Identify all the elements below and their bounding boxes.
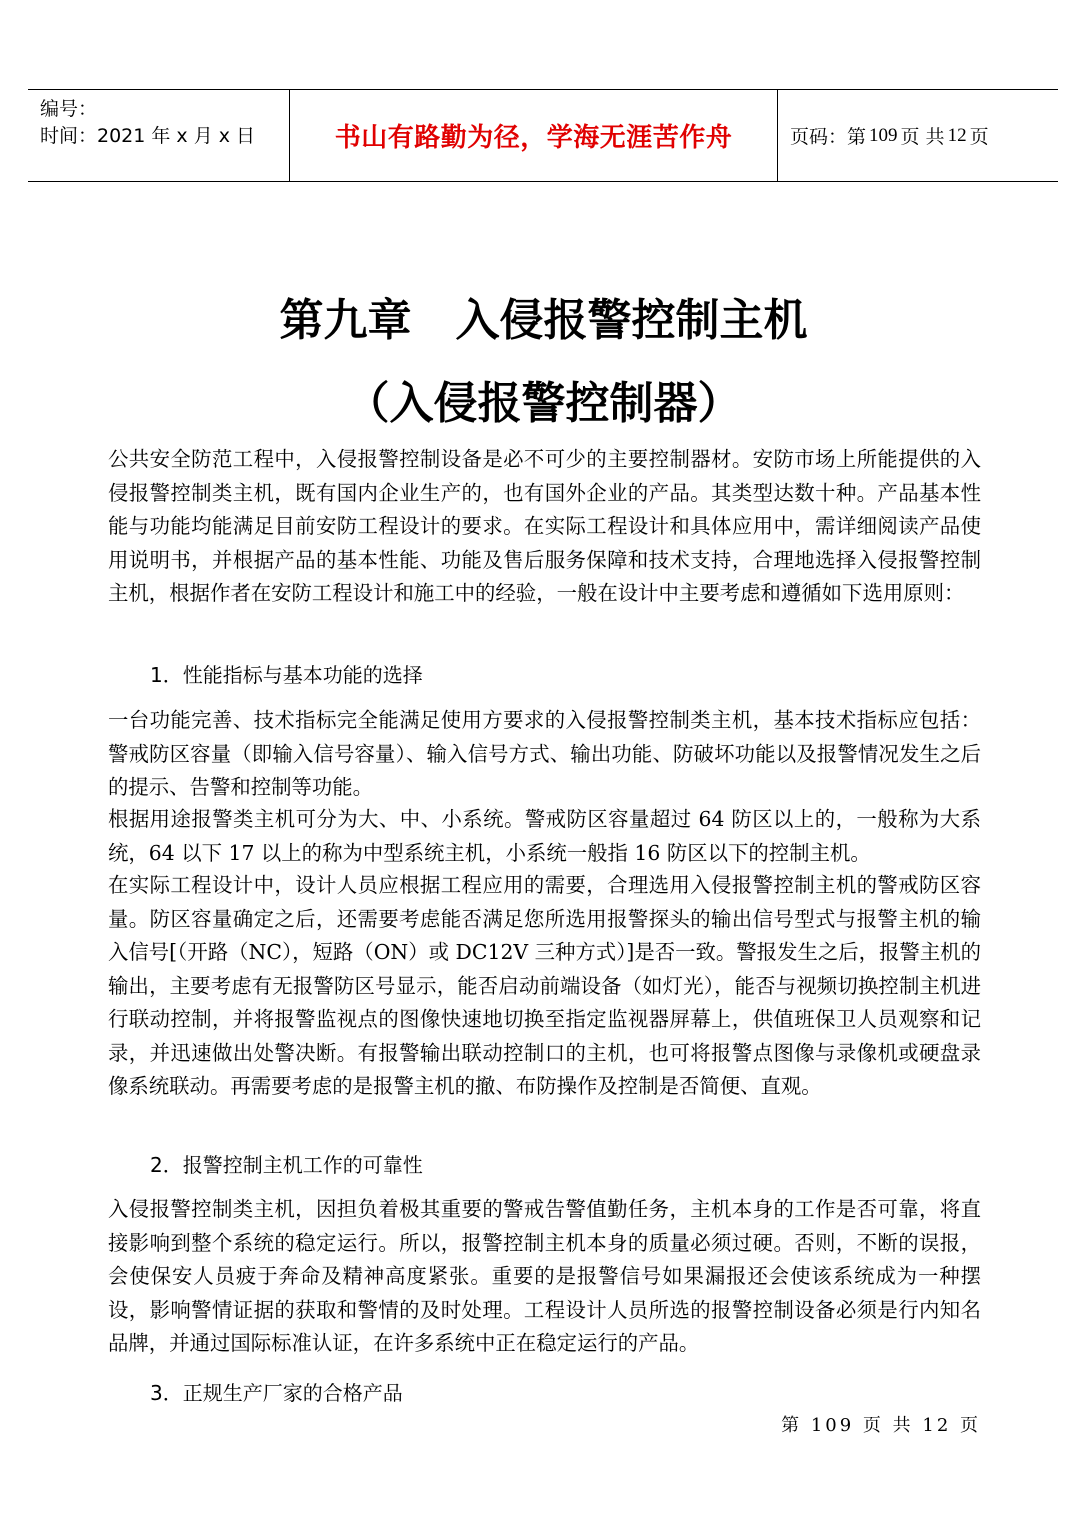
chapter-subtitle: （入侵报警控制器） xyxy=(345,378,742,429)
intro-paragraph: 公共安全防范工程中，入侵报警控制设备是必不可少的主要控制器材。安防市场上所能提供的入侵报警控制类主机，既有国内企业生产的，也有国外企业的产品。其类型达数十种。产品基本性能与功能均能满足目前安防工程设计的要求。在实际工程设计和具体应用中，需详细阅读产品使用说明书，并根据产品的基本性能、功能及售后服务保障和技术支持，合理地选择入侵报警控制主机，根据作者在安防工程设计和施工中的经验，一般在设计中主要考虑和遵循如下选用原则： xyxy=(108,447,981,605)
section1-paragraph-3: 在实际工程设计中，设计人员应根据工程应用的需要，合理选用入侵报警控制主机的警戒防区容量。防区容量确定之后，还需要考虑能否满足您所选用报警探头的输出信号型式与报警主机的输入信号[（开路（NC），短路（ON）或 DC12V 三种方式）]是否一致。警报发生之后，报警主机的输出，主要考虑有无报警防区号显示，能否启动前端设备（如灯光），能否与视频切换控制主机进行联动控制，并将报警监视点的图像快速地切换至指定监视器屏幕上，供值班保卫人员观察和记录，并迅速做出处警决断。有报警输出联动控制口的主机，也可将报警点图像与录像机或硬盘录像系统联动。再需要考虑的是报警主机的撤、布防操作及控制是否简便、直观。 xyxy=(108,873,981,1098)
page-prefix: 页码：第 xyxy=(790,126,867,148)
section2-heading: 2．报警控制主机工作的可靠性 xyxy=(150,1153,423,1177)
header-page-cell xyxy=(778,90,1058,181)
header-motto: 书山有路勤为径，学海无涯苦作舟 xyxy=(334,123,733,153)
doc-number-label: 编号： xyxy=(40,98,98,120)
header-motto-cell xyxy=(290,90,778,181)
header-table xyxy=(28,89,1058,182)
doc-time-label: 时间：2021 年 x 月 x 日 xyxy=(40,125,256,147)
section2-paragraph-1: 入侵报警控制类主机，因担负着极其重要的警戒告警值勤任务，主机本身的工作是否可靠，将直接影响到整个系统的稳定运行。所以，报警控制主机本身的质量必须过硬。否则，不断的误报，会使保安人员疲于奔命及精神高度紧张。重要的是报警信号如果漏报还会使该系统成为一种摆设，影响警情证据的获取和警情的及时处理。工程设计人员所选的报警控制设备必须是行内知名品牌，并通过国际标准认证，在许多系统中正在稳定运行的产品。 xyxy=(108,1197,981,1355)
chapter-title: 第九章 入侵报警控制主机 xyxy=(279,295,808,346)
section1-paragraph-1: 一台功能完善、技术指标完全能满足使用方要求的入侵报警控制类主机，基本技术指标应包括：警戒防区容量（即输入信号容量）、输入信号方式、输出功能、防破坏功能以及报警情况发生之后的提示、告警和控制等功能。 xyxy=(108,708,981,799)
page-mid: 页 共 xyxy=(900,126,945,148)
page-footer: 第 109 页 共 12 页 xyxy=(781,1415,981,1436)
page-total: 12 xyxy=(947,124,967,146)
section1-paragraph-2: 根据用途报警类主机可分为大、中、小系统。警戒防区容量超过 64 防区以上的，一般称为大系统，64 以下 17 以上的称为中型系统主机，小系统一般指 16 防区以下的控制主机。 xyxy=(108,807,981,865)
section3-heading: 3．正规生产厂家的合格产品 xyxy=(150,1381,403,1405)
section1-heading: 1．性能指标与基本功能的选择 xyxy=(150,663,423,687)
page-current: 109 xyxy=(869,124,898,146)
page-suffix: 页 xyxy=(969,126,989,148)
header-meta-cell xyxy=(28,90,290,181)
